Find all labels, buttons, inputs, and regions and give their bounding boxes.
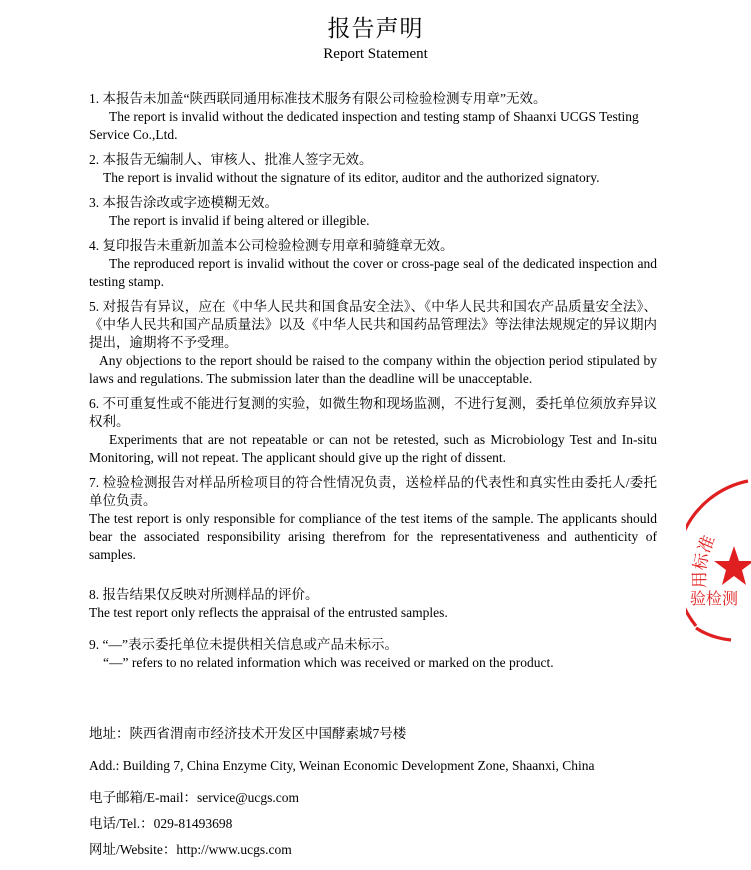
svg-text:用标准: 用标准 (690, 532, 720, 589)
email-line: 电子邮箱/E-mail：service@ucgs.com (89, 790, 300, 805)
statement-item-9 (89, 636, 657, 672)
statement-en: The report is invalid without the dedicated inspection and testing stamp of Shaanxi UCGS Testing Service Co.,Ltd. (89, 109, 639, 142)
statement-en: “—” refers to no related information which was received or marked on the product. (103, 655, 554, 670)
statement-zh: 1. 本报告未加盖“陕西联同通用标准技术服务有限公司检验检测专用章”无效。 (89, 91, 547, 106)
statement-zh: 5. 对报告有异议，应在《中华人民共和国食品安全法》、《中华人民共和国农产品质量安全法》、《中华人民共和国产品质量法》以及《中华人民共和国药品管理法》等法律法规规定的异议期内提出，逾期将不予受理。 (89, 299, 657, 350)
seal-text-top (690, 533, 719, 589)
address-zh: 地址：陕西省渭南市经济技术开发区中国酵素城7号楼 (89, 726, 407, 741)
seal-text-bottom: 验检测 (690, 589, 739, 608)
page-subtitle: Report Statement (323, 46, 428, 62)
statement-zh: 4. 复印报告未重新加盖本公司检验检测专用章和骑缝章无效。 (89, 238, 454, 253)
statement-en: The report is invalid if being altered or illegible. (109, 213, 370, 228)
statement-item-6 (89, 395, 657, 467)
statement-en: Experiments that are not repeatable or can not be retested, such as Microbiology Test and In-situ Monitoring, will not repeat. The applicant should give up the right of dissent. (89, 432, 657, 465)
contact-info (89, 725, 689, 859)
statement-zh: 8. 报告结果仅反映对所测样品的评价。 (89, 587, 319, 602)
statement-en: The report is invalid without the signature of its editor, auditor and the authorized signatory. (103, 170, 600, 185)
statement-item-8 (89, 586, 657, 622)
statement-list (89, 90, 657, 679)
company-seal (686, 478, 751, 643)
tel-line: 电话/Tel.：029-81493698 (89, 816, 233, 831)
statement-zh: 2. 本报告无编制人、审核人、批准人签字无效。 (89, 152, 373, 167)
statement-zh: 3. 本报告涂改或字迹模糊无效。 (89, 195, 278, 210)
statement-zh: 7. 检验检测报告对样品所检项目的符合性情况负责，送检样品的代表性和真实性由委托人/委托单位负责。 (89, 475, 657, 508)
statement-en: The test report only reflects the appraisal of the entrusted samples. (89, 605, 448, 620)
statement-en: The test report is only responsible for compliance of the test items of the sample. The applicants should bear the associated responsibility arising therefrom for the representativeness and authenticity of samples. (89, 511, 657, 562)
statement-item-5 (89, 298, 657, 388)
statement-en: Any objections to the report should be raised to the company within the objection period stipulated by laws and regulations. The submission later than the deadline will be unacceptable. (89, 353, 657, 386)
statement-item-4 (89, 237, 657, 291)
seal-graphic (686, 478, 751, 643)
statement-en: The reproduced report is invalid without the cover or cross-page seal of the dedicated inspection and testing stamp. (89, 256, 657, 289)
statement-item-2 (89, 151, 657, 187)
star-icon (714, 546, 751, 585)
statement-zh: 9. “—”表示委托单位未提供相关信息或产品未标示。 (89, 637, 398, 652)
website-line: 网址/Website：http://www.ucgs.com (89, 842, 292, 857)
statement-item-1 (89, 90, 657, 144)
page-title: 报告声明 (327, 16, 424, 41)
address-en: Add.: Building 7, China Enzyme City, Weinan Economic Development Zone, Shaanxi, China (89, 758, 595, 773)
statement-zh: 6. 不可重复性或不能进行复测的实验，如微生物和现场监测，不进行复测，委托单位须放弃异议权利。 (89, 396, 657, 429)
statement-item-3 (89, 194, 657, 230)
statement-item-7 (89, 474, 657, 564)
